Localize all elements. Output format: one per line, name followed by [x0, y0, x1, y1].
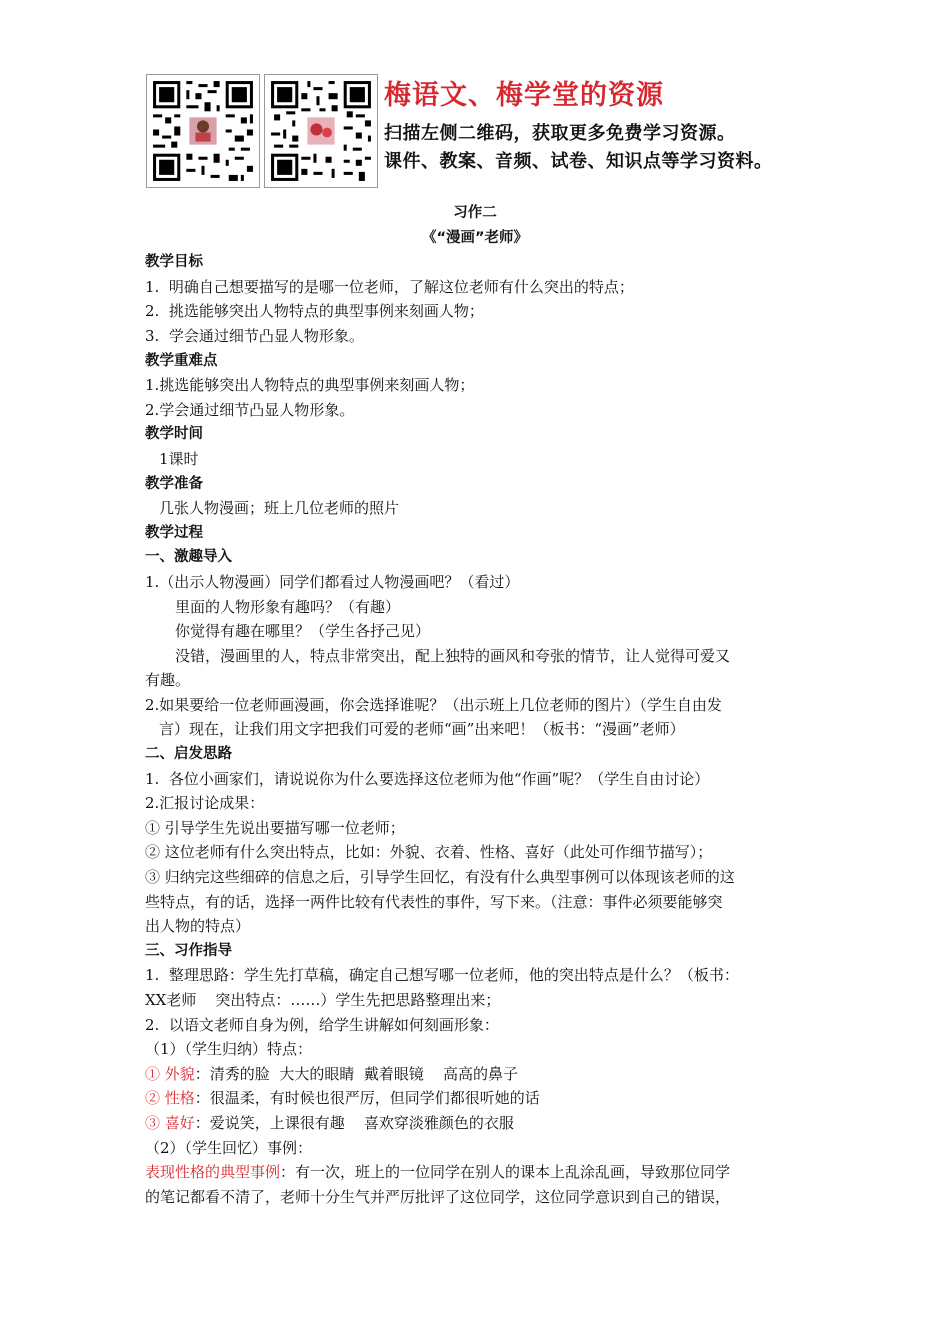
trait-label: 外貌 — [164, 1064, 195, 1083]
section-2-line: ③ 归纳完这些细碎的信息之后，引导学生回忆，有没有什么典型事例可以体现该老师的这 — [145, 868, 735, 887]
qr-code-right[interactable] — [264, 74, 378, 188]
section-1-line: 没错，漫画里的人，特点非常突出，配上独特的画风和夸张的情节，让人觉得可爱又 — [175, 646, 731, 665]
trait-line-appearance — [145, 1062, 805, 1087]
section-2-line: 些特点，有的话，选择一两件比较有代表性的事件，写下来。（注意：事件必须要能够突 — [145, 892, 723, 911]
section-2-line: 1. 各位小画家们，请说说你为什么要选择这位老师为他“作画”呢？（学生自由讨论） — [145, 769, 710, 788]
key-heading: 教学重难点 — [145, 352, 218, 369]
resource-banner — [146, 74, 816, 189]
section-3-line: XX老师 突出特点：……）学生先把思路整理出来； — [145, 991, 501, 1009]
trait-number: ② — [145, 1089, 165, 1108]
section-1-heading: 一、激趣导入 — [145, 549, 232, 566]
section-3-line: （1）（学生归纳）特点： — [145, 1040, 313, 1059]
goal-item: 2. 挑选能够突出人物特点的典型事例来刻画人物； — [145, 302, 484, 321]
section-1-line: 言）现在，让我们用文字把我们可爱的老师“画”出来吧！（板书：“漫画”老师） — [159, 720, 685, 739]
section-3-line: 2. 以语文老师自身为例，给学生讲解如何刻画形象： — [145, 1015, 499, 1034]
qr-code-left[interactable] — [146, 74, 260, 188]
section-1-line: 2.如果要给一位老师画漫画，你会选择谁呢？（出示班上几位老师的图片）（学生自由发 — [145, 695, 722, 714]
goal-item: 1. 明确自己想要描写的是哪一位老师，了解这位老师有什么突出的特点； — [145, 277, 634, 296]
trait-line-personality — [145, 1086, 805, 1111]
process-heading: 教学过程 — [145, 524, 203, 541]
doc-title: 习作二 — [453, 205, 497, 221]
time-heading: 教学时间 — [145, 426, 203, 443]
banner-text — [384, 78, 824, 176]
section-3-line: 1. 整理思路：学生先打草稿，确定自己想写哪一位老师，他的突出特点是什么？（板书： — [145, 966, 739, 985]
example-label: 表现性格的典型事例 — [145, 1163, 281, 1182]
example-line: 的笔记都看不清了，老师十分生气并严厉批评了这位同学，这位同学意识到自己的错误， — [145, 1187, 731, 1206]
section-1-line: 1.（出示人物漫画）同学们都看过人物漫画吧？（看过） — [145, 572, 520, 591]
banner-line-1: 扫描左侧二维码，获取更多免费学习资源。 — [384, 123, 736, 144]
goals-heading: 教学目标 — [145, 254, 203, 271]
section-2-line: 出人物的特点） — [145, 917, 251, 936]
section-1-line: 你觉得有趣在哪里？（学生各抒己见） — [175, 622, 431, 641]
prep-value: 几张人物漫画；班上几位老师的照片 — [159, 499, 400, 518]
banner-brand: 梅语文、梅学堂的资源 — [384, 80, 664, 111]
section-2-line: 2.汇报讨论成果： — [145, 794, 265, 813]
qr-code-icon — [147, 75, 259, 187]
section-3-heading: 三、习作指导 — [145, 942, 232, 959]
example-text: ：有一次，班上的一位同学在别人的课本上乱涂乱画，导致那位同学 — [280, 1163, 731, 1182]
trait-number: ① — [145, 1064, 165, 1083]
trait-label: 性格 — [164, 1089, 195, 1108]
trait-label: 喜好 — [164, 1113, 195, 1132]
trait-text: ：爱说笑，上课很有趣 喜欢穿淡雅颜色的衣服 — [194, 1113, 514, 1132]
section-2-line: ① 引导学生先说出要描写哪一位老师； — [145, 818, 405, 837]
trait-number: ③ — [145, 1113, 165, 1132]
trait-text: ：清秀的脸 大大的眼睛 戴着眼镜 高高的鼻子 — [194, 1064, 518, 1083]
key-item: 1.挑选能够突出人物特点的典型事例来刻画人物； — [145, 376, 475, 395]
lesson-plan — [145, 201, 805, 1209]
doc-subtitle: 《“漫画”老师》 — [421, 229, 529, 246]
section-1-line: 有趣。 — [145, 671, 191, 690]
time-value: 1课时 — [159, 449, 199, 468]
events-line: （2）（学生回忆）事例： — [145, 1138, 313, 1157]
qr-code-icon — [265, 75, 377, 187]
section-1-line: 里面的人物形象有趣吗？（有趣） — [175, 597, 401, 616]
prep-heading: 教学准备 — [145, 475, 203, 492]
banner-line-2: 课件、教案、音频、试卷、知识点等学习资料。 — [384, 151, 773, 172]
section-2-heading: 二、启发思路 — [145, 746, 232, 763]
example-line — [145, 1160, 805, 1185]
goal-item: 3. 学会通过细节凸显人物形象。 — [145, 326, 364, 345]
trait-line-hobbies — [145, 1111, 805, 1136]
section-2-line: ② 这位老师有什么突出特点，比如：外貌、衣着、性格、喜好（此处可作细节描写）； — [145, 843, 713, 862]
key-item: 2.学会通过细节凸显人物形象。 — [145, 400, 355, 419]
trait-text: ：很温柔，有时候也很严厉，但同学们都很听她的话 — [194, 1089, 540, 1108]
